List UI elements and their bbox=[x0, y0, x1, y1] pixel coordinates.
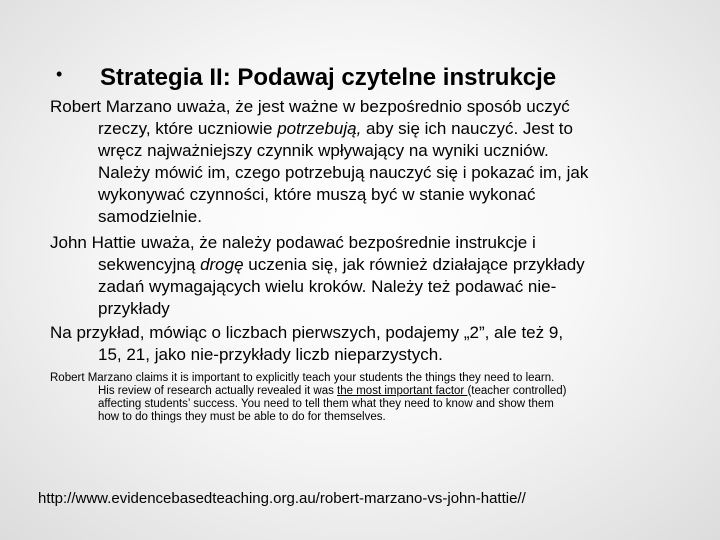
text-line: Robert Marzano claims it is important to explicitly teach your students the things they need to learn. bbox=[50, 372, 555, 384]
text-segment: His review of research actually revealed it was bbox=[98, 385, 338, 397]
text-line: wręcz najważniejszy czynnik wpływający na wyniki uczniów. bbox=[98, 141, 549, 160]
text-line bbox=[50, 254, 700, 276]
text-line: przykłady bbox=[98, 299, 170, 318]
text-line: samodzielnie. bbox=[98, 207, 202, 226]
text-line: John Hattie uważa, że należy podawać bezpośrednie instrukcje i bbox=[50, 233, 536, 252]
text-line: how to do things they must be able to do for themselves. bbox=[98, 411, 386, 423]
text-line: affecting students’ success. You need to tell them what they need to know and show them bbox=[98, 398, 554, 410]
text-segment: (teacher controlled) bbox=[467, 385, 567, 397]
text-line bbox=[50, 118, 700, 140]
underlined-text: the most important factor bbox=[337, 385, 468, 397]
text-line: Robert Marzano uważa, że jest ważne w bezpośrednio sposób uczyć bbox=[50, 97, 570, 116]
text-segment: rzeczy, które uczniowie bbox=[98, 119, 278, 138]
slide-title: Strategia II: Podawaj czytelne instrukcje bbox=[100, 64, 557, 91]
text-line: Na przykład, mówiąc o liczbach pierwszych, podajemy „2”, ale też 9, bbox=[50, 323, 564, 342]
paragraph-example bbox=[50, 322, 700, 366]
text-line bbox=[50, 385, 690, 398]
bullet-icon: • bbox=[56, 64, 63, 84]
emphasis-text: potrzebują, bbox=[277, 119, 362, 138]
title-row bbox=[50, 58, 700, 98]
text-segment: sekwencyjną bbox=[98, 255, 201, 274]
text-line: Należy mówić im, czego potrzebują nauczyć się i pokazać im, jak bbox=[98, 163, 589, 182]
english-note bbox=[50, 372, 690, 424]
paragraph-marzano bbox=[50, 96, 700, 228]
text-segment: uczenia się, jak również działające przykłady bbox=[243, 255, 585, 274]
source-url: http://www.evidencebasedteaching.org.au/robert-marzano-vs-john-hattie// bbox=[38, 490, 526, 507]
text-line: wykonywać czynności, które muszą być w stanie wykonać bbox=[98, 185, 536, 204]
paragraph-hattie bbox=[50, 232, 700, 320]
text-segment: aby się ich nauczyć. Jest to bbox=[361, 119, 573, 138]
text-line: 15, 21, jako nie-przykłady liczb nieparzystych. bbox=[98, 345, 443, 364]
emphasis-text: drogę bbox=[200, 255, 244, 274]
text-line: zadań wymagających wielu kroków. Należy też podawać nie- bbox=[98, 277, 557, 296]
